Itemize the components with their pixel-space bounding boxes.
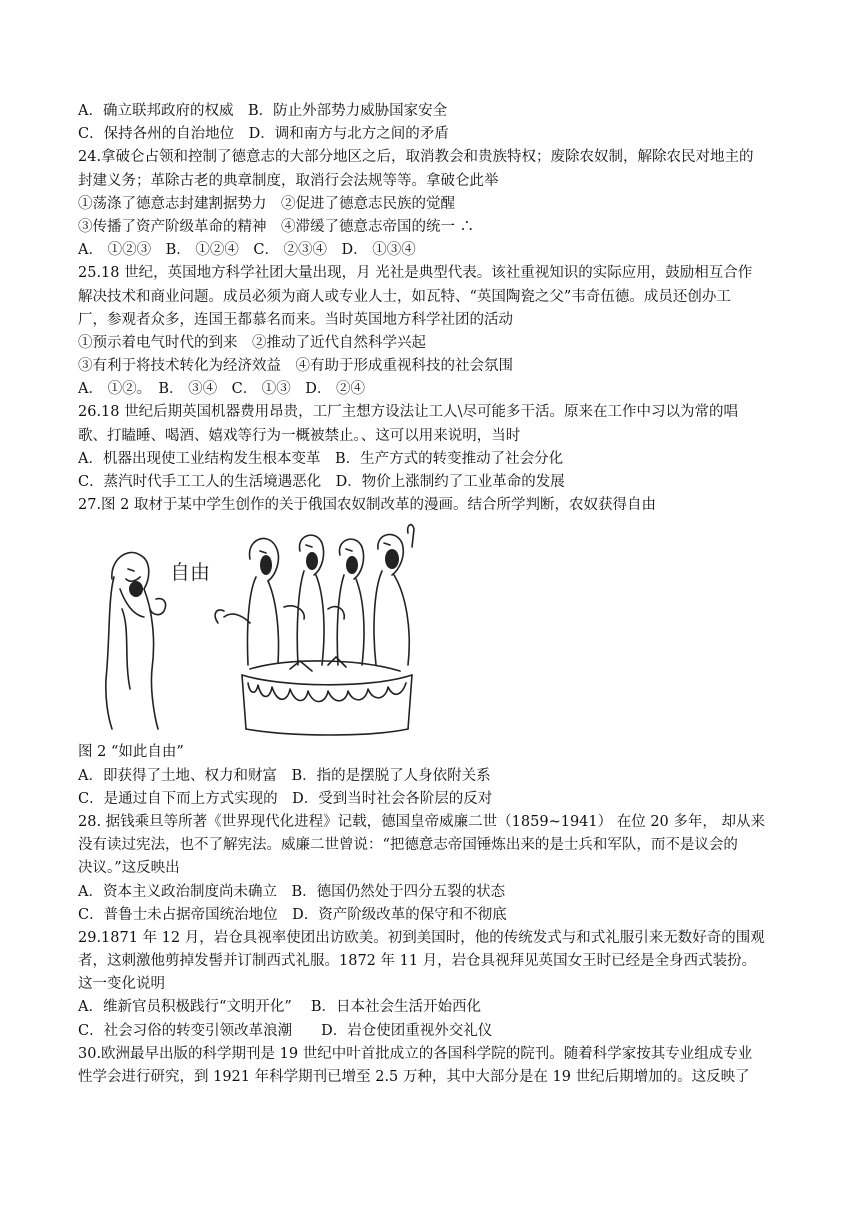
text-line: 24.拿破仑占领和控制了德意志的大部分地区之后，取消教会和贵族特权；废除农奴制，解除农民对地主的 [78,149,754,166]
text-line: 28. 据钱乘旦等所著《世界现代化进程》记载，德国皇帝威廉二世（1859~1941） 在位 20 多年， 却从来 [78,813,766,830]
text-line: 封建义务；革除古老的典章制度，取消行会法规等等。拿破仑此举 [78,172,499,189]
text-line: A． ①②。 B． ③④ C． ①③ D． ②④ [78,381,366,398]
text-line: ①预示着电气时代的到来 ②推动了近代自然科学兴起 [78,334,426,351]
text-line: A．即获得了土地、权力和财富 B．指的是摆脱了人身依附关系 [78,767,491,784]
text-line: C．蒸汽时代手工工人的生活境遇恶化 D．物价上涨制约了工业革命的发展 [78,474,565,490]
handwritten-label: 自由 [170,560,210,585]
text-line: ③有利于将技术转化为经济效益 ④有助于形成重视科技的社会氛围 [78,358,513,375]
text-line: 厂，参观者众多，连国王都慕名而来。当时英国地方科学社团的活动 [78,311,513,328]
text-block-after-figure [78,765,790,1090]
text-line: 没有读过宪法，也不了解宪法。威廉二世曾说：“把德意志帝国锤炼出来的是士兵和军队，而不是议会的 [78,837,738,854]
text-line: 25.18 世纪，英国地方科学社团大量出现，月 光社是典型代表。该社重视知识的实际应用，鼓励相互合作 [78,265,753,282]
text-line: C．保持各州的自治地位 D．调和南方与北方之间的矛盾 [78,126,449,143]
text-line: 者，这刺激他剪掉发髻并订制西式礼服。1872 年 11 月，岩仓具视拜见英国女王时已经是全身西式装扮。 [78,953,757,970]
text-line: ③传播了资产阶级革命的精神 ④滞缓了德意志帝国的统一 ∴ [78,218,475,235]
text-line: A．机器出现使工业结构发生根本变革 B．生产方式的转变推动了社会分化 [78,450,564,467]
text-line: A．资本主义政治制度尚未确立 B．德国仍然处于四分五裂的状态 [78,883,506,900]
figure-caption: 图 2 “如此自由” [78,744,184,761]
text-line: A．确立联邦政府的权威 B．防止外部势力威胁国家安全 [78,103,448,119]
cartoon-figure [100,519,430,737]
text-line: 29.1871 年 12 月，岩仓具视率使团出访欧美。初到美国时，他的传统发式与和式礼服引来无数好奇的围观 [78,929,765,946]
text-line: 歌、打瞌睡、喝酒、嬉戏等行为一概被禁止。、这可以用来说明，当时 [78,427,521,444]
text-line: A． ①②③ B． ①②④ C． ②③④ D． ①③④ [78,242,416,259]
cartoon-drawing [100,519,430,737]
text-line: 解决技术和商业问题。成员必须为商人或专业人士，如瓦特、“英国陶瓷之父”韦奇伍德。成员还创办工 [78,288,731,305]
text-line: 性学会进行研究，到 1921 年科学期刊已增至 2.5 万种，其中大部分是在 19 世纪后期增加的。这反映了 [78,1069,750,1085]
text-line: 26.18 世纪后期英国机器费用昂贵，工厂主想方设法让工人\尽可能多干活。原来在工作中习以为常的唱 [78,404,739,421]
text-line: C．普鲁士未占据帝国统治地位 D．资产阶级改革的保守和不彻底 [78,906,507,923]
text-line: A．维新官员积极践行“文明开化” B．日本社会生活开始西化 [78,999,482,1016]
text-block-before-figure [78,100,790,517]
text-line: C．社会习俗的转变引领改革浪潮 D．岩仓使团重视外交礼仪 [78,1022,493,1039]
text-line: 27.图 2 取材于某中学生创作的关于俄国农奴制改革的漫画。结合所学判断，农奴获得自由 [78,497,656,514]
text-line: 30.欧洲最早出版的科学期刊是 19 世纪中叶首批成立的各国科学院的院刊。随着科学家按其专业组成专业 [78,1045,753,1062]
text-line: 这一变化说明 [78,976,165,993]
text-line: C．是通过自下而上方式实现的 D．受到当时社会各阶层的反对 [78,790,493,807]
exam-page [78,100,790,1089]
text-line: 决议。”这反映出 [78,860,180,877]
text-line: ①荡涤了德意志封建割据势力 ②促进了德意志民族的觉醒 [78,195,455,212]
